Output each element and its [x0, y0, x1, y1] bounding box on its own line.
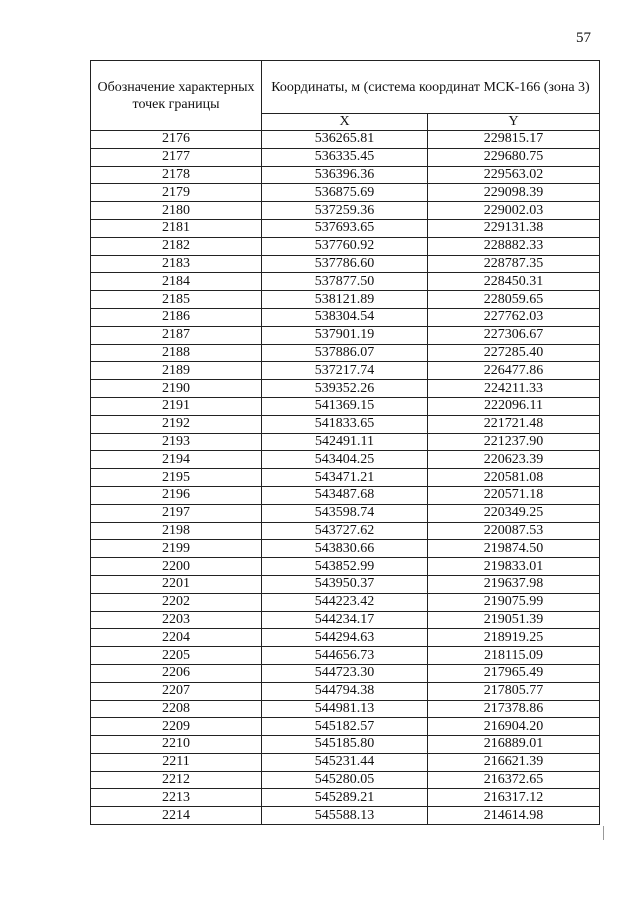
cell-x: 545289.21 [262, 789, 428, 807]
page-number: 57 [576, 30, 591, 46]
cell-x: 536265.81 [262, 131, 428, 149]
cell-x: 543950.37 [262, 575, 428, 593]
header-x: X [262, 114, 428, 131]
cell-point: 2209 [91, 718, 262, 736]
cell-y: 229098.39 [428, 184, 600, 202]
table-row [91, 326, 600, 344]
scan-artifact-mark [603, 826, 604, 840]
table-row [91, 718, 600, 736]
cell-y: 216904.20 [428, 718, 600, 736]
cell-point: 2188 [91, 344, 262, 362]
cell-y: 217378.86 [428, 700, 600, 718]
cell-point: 2185 [91, 291, 262, 309]
table-header [91, 61, 600, 131]
cell-x: 544294.63 [262, 629, 428, 647]
table-row [91, 344, 600, 362]
cell-point: 2214 [91, 807, 262, 825]
cell-point: 2193 [91, 433, 262, 451]
table-row [91, 682, 600, 700]
cell-y: 217805.77 [428, 682, 600, 700]
cell-x: 536875.69 [262, 184, 428, 202]
cell-point: 2197 [91, 504, 262, 522]
table-row [91, 273, 600, 291]
cell-point: 2183 [91, 255, 262, 273]
cell-x: 537693.65 [262, 219, 428, 237]
cell-y: 219075.99 [428, 593, 600, 611]
table-row [91, 148, 600, 166]
cell-y: 216621.39 [428, 753, 600, 771]
cell-y: 228787.35 [428, 255, 600, 273]
cell-y: 214614.98 [428, 807, 600, 825]
cell-point: 2176 [91, 131, 262, 149]
cell-point: 2207 [91, 682, 262, 700]
table-row [91, 433, 600, 451]
cell-point: 2204 [91, 629, 262, 647]
table-row [91, 504, 600, 522]
table-row [91, 308, 600, 326]
cell-x: 537217.74 [262, 362, 428, 380]
cell-x: 545588.13 [262, 807, 428, 825]
cell-point: 2182 [91, 237, 262, 255]
cell-point: 2198 [91, 522, 262, 540]
cell-point: 2213 [91, 789, 262, 807]
cell-y: 220571.18 [428, 486, 600, 504]
coordinates-table [90, 60, 600, 825]
cell-y: 220623.39 [428, 451, 600, 469]
cell-x: 537786.60 [262, 255, 428, 273]
table-row [91, 166, 600, 184]
cell-point: 2194 [91, 451, 262, 469]
cell-y: 229815.17 [428, 131, 600, 149]
cell-point: 2187 [91, 326, 262, 344]
table-row [91, 789, 600, 807]
table-row [91, 771, 600, 789]
header-point-designation: Обозначение характерных точек границы [91, 61, 262, 131]
table-row [91, 593, 600, 611]
cell-point: 2203 [91, 611, 262, 629]
cell-y: 219874.50 [428, 540, 600, 558]
table-row [91, 486, 600, 504]
cell-x: 537760.92 [262, 237, 428, 255]
cell-point: 2208 [91, 700, 262, 718]
cell-point: 2196 [91, 486, 262, 504]
table-row [91, 664, 600, 682]
cell-y: 229002.03 [428, 202, 600, 220]
cell-y: 220087.53 [428, 522, 600, 540]
cell-x: 536335.45 [262, 148, 428, 166]
table-row [91, 362, 600, 380]
table-row [91, 736, 600, 754]
cell-point: 2202 [91, 593, 262, 611]
cell-y: 229563.02 [428, 166, 600, 184]
table-row [91, 629, 600, 647]
table-row [91, 753, 600, 771]
cell-x: 545185.80 [262, 736, 428, 754]
table-row [91, 700, 600, 718]
cell-point: 2184 [91, 273, 262, 291]
cell-y: 219637.98 [428, 575, 600, 593]
header-y: Y [428, 114, 600, 131]
cell-x: 543830.66 [262, 540, 428, 558]
cell-y: 220581.08 [428, 469, 600, 487]
cell-x: 543404.25 [262, 451, 428, 469]
header-coordinates: Координаты, м (система координат МСК-166 (зона 3) [262, 61, 600, 114]
cell-x: 543487.68 [262, 486, 428, 504]
table-row [91, 575, 600, 593]
cell-point: 2190 [91, 380, 262, 398]
cell-y: 222096.11 [428, 397, 600, 415]
table-body [91, 131, 600, 825]
cell-y: 227306.67 [428, 326, 600, 344]
cell-x: 544794.38 [262, 682, 428, 700]
table-row [91, 380, 600, 398]
cell-y: 216889.01 [428, 736, 600, 754]
table-row [91, 558, 600, 576]
cell-x: 537877.50 [262, 273, 428, 291]
table-row [91, 807, 600, 825]
cell-point: 2200 [91, 558, 262, 576]
cell-point: 2206 [91, 664, 262, 682]
cell-x: 543852.99 [262, 558, 428, 576]
cell-x: 544223.42 [262, 593, 428, 611]
table-row [91, 255, 600, 273]
cell-y: 220349.25 [428, 504, 600, 522]
cell-point: 2199 [91, 540, 262, 558]
cell-point: 2189 [91, 362, 262, 380]
table-row [91, 451, 600, 469]
table-row [91, 237, 600, 255]
table-row [91, 522, 600, 540]
cell-y: 221237.90 [428, 433, 600, 451]
cell-point: 2212 [91, 771, 262, 789]
cell-x: 543598.74 [262, 504, 428, 522]
cell-point: 2177 [91, 148, 262, 166]
cell-x: 541833.65 [262, 415, 428, 433]
cell-x: 542491.11 [262, 433, 428, 451]
cell-y: 218919.25 [428, 629, 600, 647]
cell-y: 216372.65 [428, 771, 600, 789]
cell-y: 229680.75 [428, 148, 600, 166]
cell-point: 2201 [91, 575, 262, 593]
cell-x: 544234.17 [262, 611, 428, 629]
cell-x: 545231.44 [262, 753, 428, 771]
cell-x: 536396.36 [262, 166, 428, 184]
cell-y: 227762.03 [428, 308, 600, 326]
cell-x: 537901.19 [262, 326, 428, 344]
cell-y: 224211.33 [428, 380, 600, 398]
cell-point: 2192 [91, 415, 262, 433]
table-row [91, 291, 600, 309]
cell-point: 2205 [91, 647, 262, 665]
cell-x: 544656.73 [262, 647, 428, 665]
cell-x: 537259.36 [262, 202, 428, 220]
cell-x: 543471.21 [262, 469, 428, 487]
cell-y: 227285.40 [428, 344, 600, 362]
table-row [91, 611, 600, 629]
table-row [91, 540, 600, 558]
cell-point: 2195 [91, 469, 262, 487]
cell-point: 2186 [91, 308, 262, 326]
cell-x: 545280.05 [262, 771, 428, 789]
cell-point: 2191 [91, 397, 262, 415]
table-row [91, 397, 600, 415]
cell-y: 219833.01 [428, 558, 600, 576]
cell-x: 544723.30 [262, 664, 428, 682]
cell-x: 541369.15 [262, 397, 428, 415]
table-row [91, 202, 600, 220]
cell-point: 2178 [91, 166, 262, 184]
cell-point: 2211 [91, 753, 262, 771]
table-row [91, 219, 600, 237]
cell-y: 228059.65 [428, 291, 600, 309]
cell-x: 545182.57 [262, 718, 428, 736]
cell-point: 2210 [91, 736, 262, 754]
cell-point: 2180 [91, 202, 262, 220]
cell-y: 221721.48 [428, 415, 600, 433]
cell-x: 538121.89 [262, 291, 428, 309]
cell-y: 226477.86 [428, 362, 600, 380]
table-row [91, 131, 600, 149]
cell-x: 538304.54 [262, 308, 428, 326]
table-row [91, 469, 600, 487]
cell-y: 219051.39 [428, 611, 600, 629]
cell-point: 2179 [91, 184, 262, 202]
cell-y: 217965.49 [428, 664, 600, 682]
cell-y: 228882.33 [428, 237, 600, 255]
cell-point: 2181 [91, 219, 262, 237]
cell-x: 539352.26 [262, 380, 428, 398]
cell-y: 229131.38 [428, 219, 600, 237]
cell-y: 228450.31 [428, 273, 600, 291]
table-row [91, 415, 600, 433]
table-row [91, 184, 600, 202]
cell-y: 218115.09 [428, 647, 600, 665]
table-row [91, 647, 600, 665]
cell-x: 543727.62 [262, 522, 428, 540]
cell-y: 216317.12 [428, 789, 600, 807]
cell-x: 544981.13 [262, 700, 428, 718]
cell-x: 537886.07 [262, 344, 428, 362]
